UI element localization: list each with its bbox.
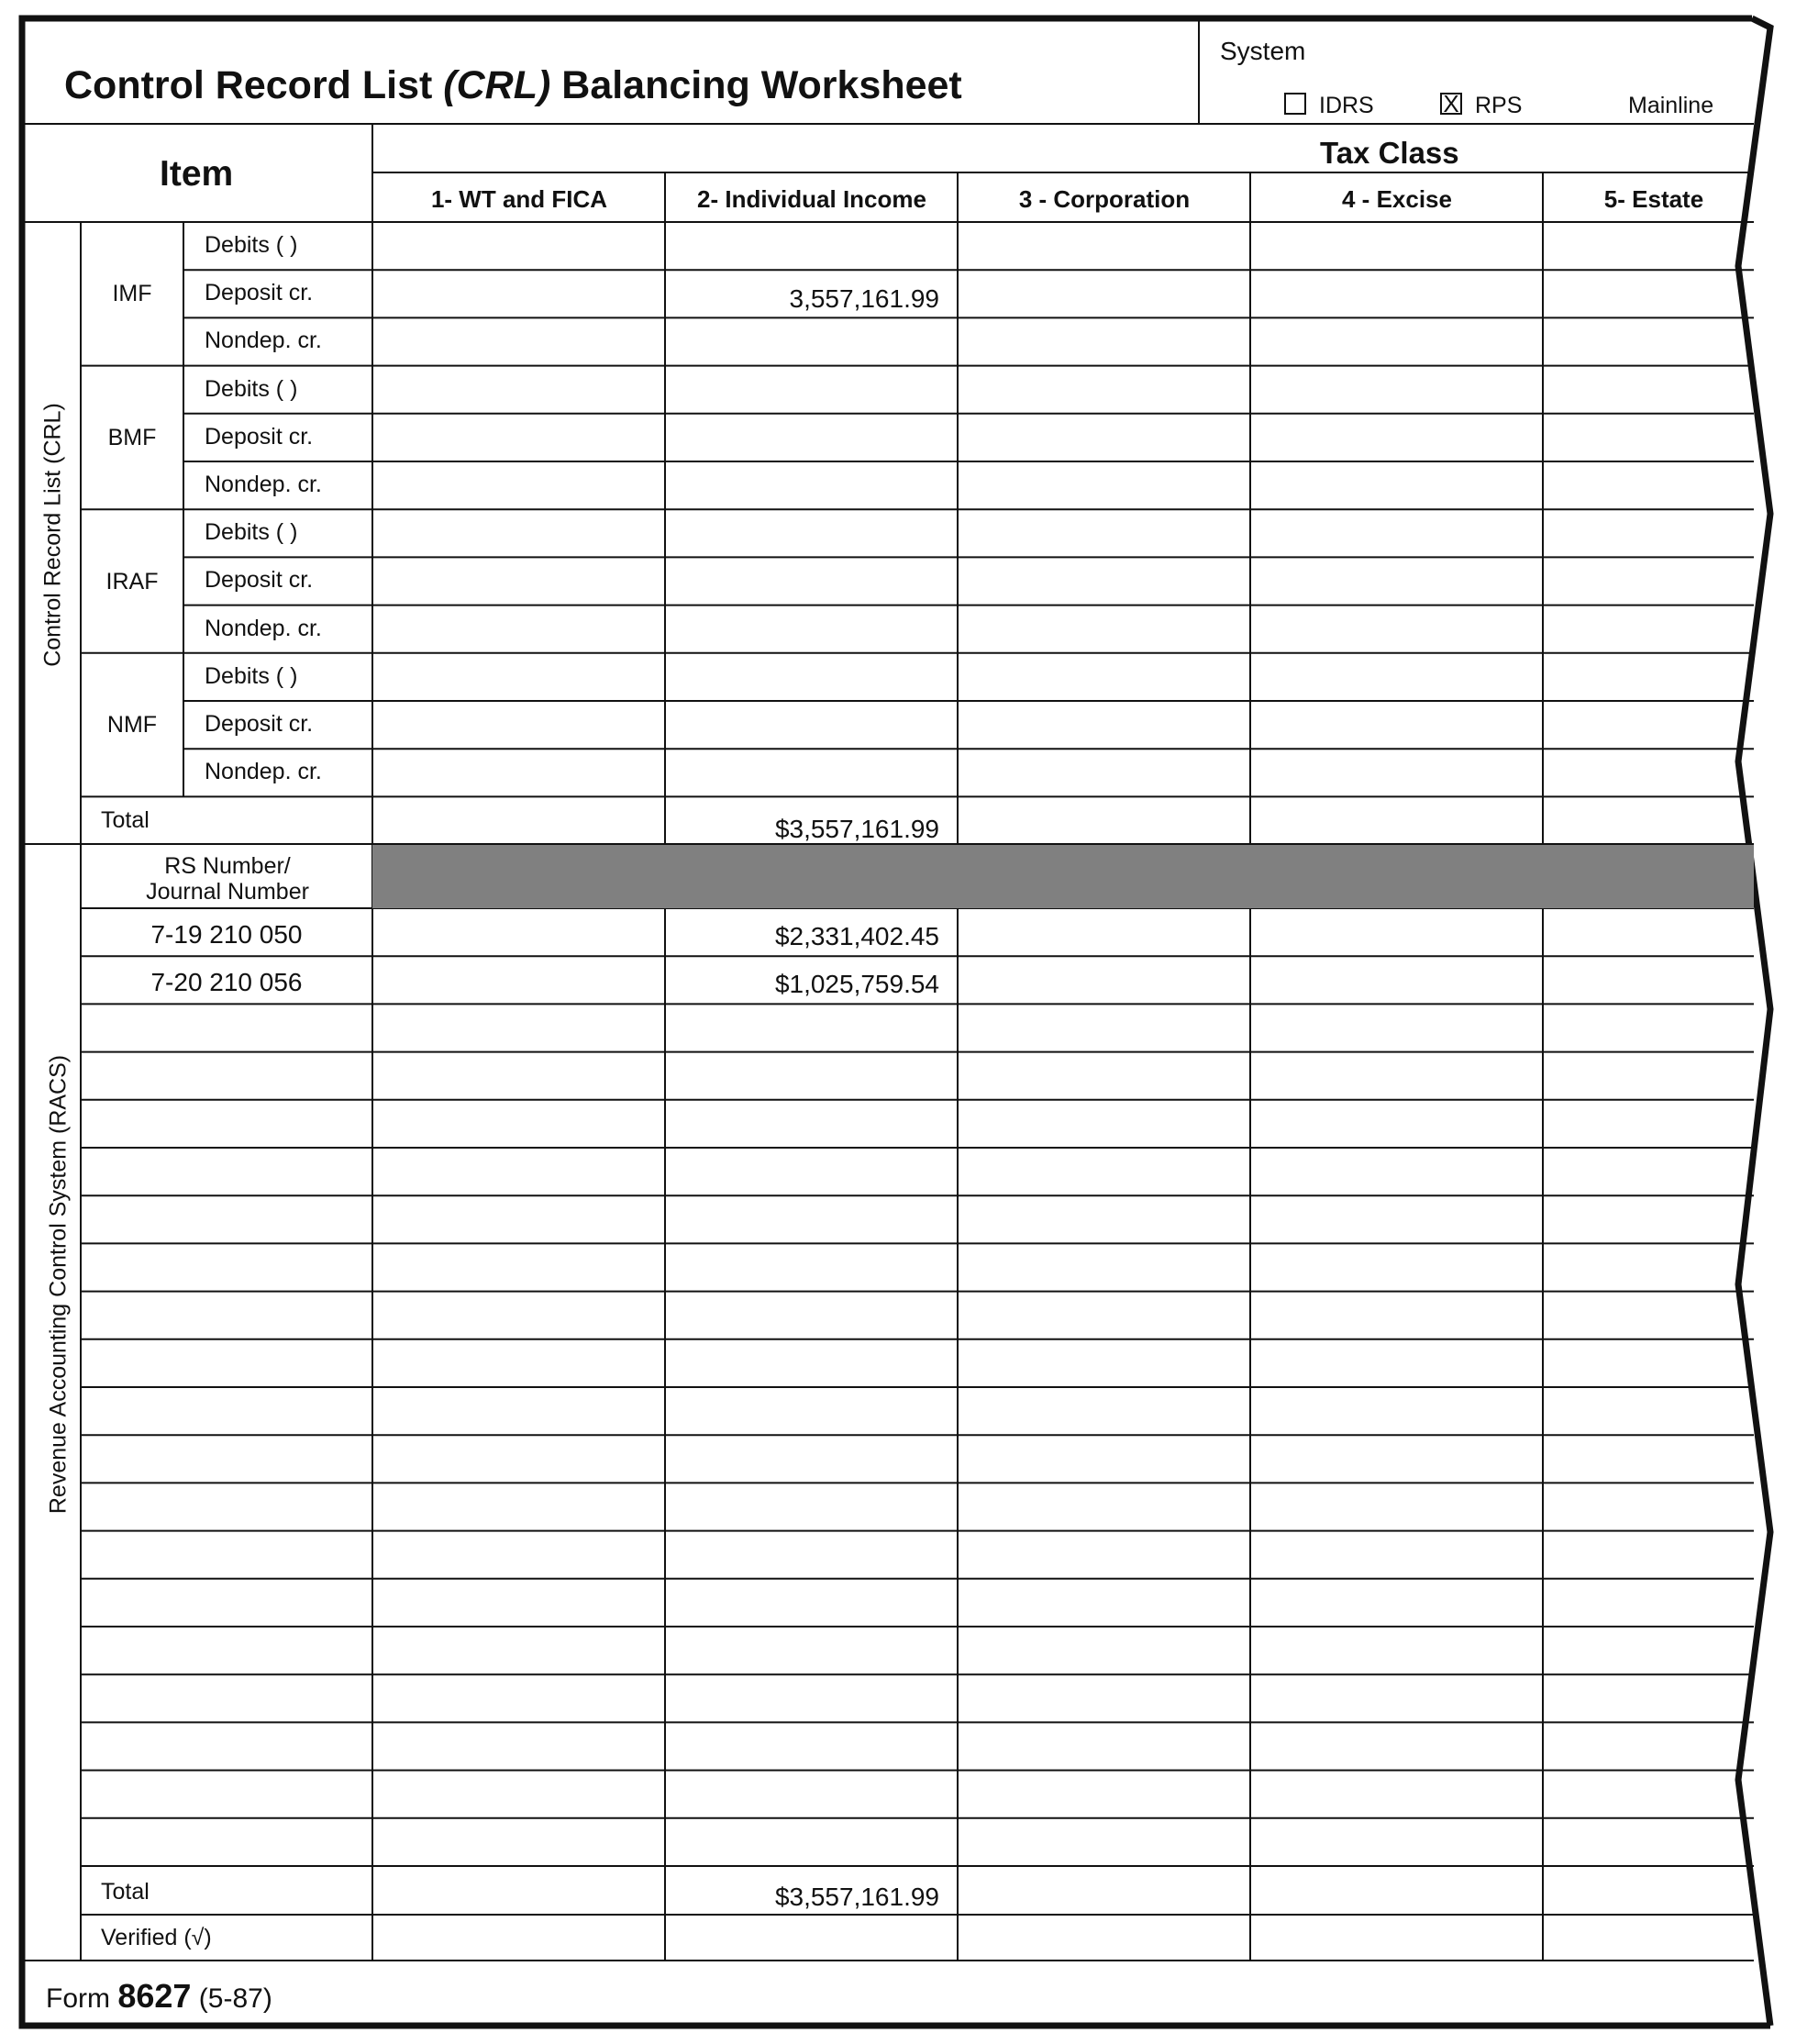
crl-cell[interactable] [1543,317,1754,365]
racs-cell[interactable] [372,1531,665,1579]
crl-total-label: Total [101,807,150,833]
racs-journal-cell[interactable] [81,1195,372,1243]
racs-journal-cell[interactable] [81,1100,372,1148]
racs-cell[interactable] [372,1292,665,1339]
form-footer [46,1977,272,2015]
racs-cell[interactable] [958,1579,1250,1627]
crl-row-label: Nondep. cr. [205,759,322,785]
racs-cell[interactable] [1543,1531,1754,1579]
racs-cell[interactable] [372,1100,665,1148]
racs-cell[interactable] [958,1435,1250,1483]
crl-cell[interactable] [1250,270,1543,317]
racs-cell[interactable] [1250,1435,1543,1483]
racs-journal-cell[interactable] [81,1243,372,1291]
racs-cell[interactable] [1543,1292,1754,1339]
crl-cell[interactable] [665,366,958,414]
racs-total-label: Total [101,1879,150,1905]
racs-cell[interactable] [1543,1674,1754,1722]
racs-cell[interactable] [1543,1627,1754,1674]
crl-cell[interactable] [1250,653,1543,701]
racs-cell[interactable] [958,956,1250,1004]
crl-cell[interactable] [665,509,958,557]
verified-cell[interactable] [958,1915,1250,1961]
crl-cell[interactable] [958,605,1250,653]
crl-total-cell[interactable] [1250,796,1543,844]
racs-value: $1,025,759.54 [774,970,939,999]
crl-cell[interactable] [1543,605,1754,653]
crl-cell[interactable] [372,557,665,605]
journal-number-header: Journal Number [146,879,309,905]
crl-cell[interactable] [665,414,958,461]
rps-label: RPS [1475,93,1523,118]
racs-cell[interactable] [958,1292,1250,1339]
crl-cell[interactable] [1543,414,1754,461]
racs-cell[interactable] [1543,1004,1754,1051]
crl-cell[interactable] [372,509,665,557]
crl-value: 3,557,161.99 [789,284,939,314]
racs-total-cell[interactable] [372,1867,665,1915]
racs-cell[interactable] [665,1722,958,1770]
crl-cell[interactable] [1543,509,1754,557]
racs-cell[interactable] [1250,1004,1543,1051]
racs-journal-cell[interactable] [81,1627,372,1674]
idrs-checkbox[interactable] [1284,93,1306,115]
crl-cell[interactable] [372,461,665,509]
racs-cell[interactable] [665,1339,958,1387]
crl-total-cell[interactable] [1543,796,1754,844]
crl-row-label: Deposit cr. [205,711,314,737]
racs-cell[interactable] [1250,1579,1543,1627]
crl-cell[interactable] [372,653,665,701]
racs-cell[interactable] [372,1483,665,1530]
crl-cell[interactable] [958,749,1250,796]
crl-cell[interactable] [958,414,1250,461]
crl-cell[interactable] [1250,605,1543,653]
verified-cell[interactable] [665,1915,958,1961]
racs-cell[interactable] [958,1531,1250,1579]
crl-cell[interactable] [665,222,958,270]
crl-cell[interactable] [1543,222,1754,270]
racs-cell[interactable] [958,1722,1250,1770]
racs-journal-number: 7-20 210 056 [150,968,303,997]
racs-journal-cell[interactable] [81,1818,372,1866]
racs-cell[interactable] [1250,1339,1543,1387]
footer-prefix: Form [46,1983,110,2014]
crl-cell[interactable] [1250,366,1543,414]
racs-cell[interactable] [1250,1148,1543,1195]
title-italic: (CRL) [443,63,551,107]
racs-cell[interactable] [1250,1052,1543,1100]
racs-cell[interactable] [1543,1052,1754,1100]
racs-cell[interactable] [372,1435,665,1483]
racs-cell[interactable] [1250,1531,1543,1579]
racs-cell[interactable] [958,1483,1250,1530]
crl-cell[interactable] [958,461,1250,509]
racs-cell[interactable] [1250,1483,1543,1530]
racs-cell[interactable] [372,1195,665,1243]
racs-journal-cell[interactable] [81,1292,372,1339]
mainline-label: Mainline [1628,93,1714,118]
racs-cell[interactable] [665,1435,958,1483]
crl-cell[interactable] [665,557,958,605]
racs-cell[interactable] [958,1195,1250,1243]
crl-cell[interactable] [1250,461,1543,509]
crl-cell[interactable] [665,605,958,653]
crl-total-value: $3,557,161.99 [774,815,939,843]
racs-cell[interactable] [665,1771,958,1818]
crl-group-name: IRAF [105,568,159,594]
column-header-individual-income: 2- Individual Income [697,185,926,213]
racs-cell[interactable] [1543,1483,1754,1530]
racs-cell[interactable] [958,1818,1250,1866]
racs-cell[interactable] [372,1004,665,1051]
racs-cell[interactable] [372,1148,665,1195]
racs-cell[interactable] [665,1579,958,1627]
title-main: Control Record List [64,63,433,107]
racs-cell[interactable] [1250,1292,1543,1339]
racs-header-shading [372,845,1754,908]
crl-cell[interactable] [665,749,958,796]
racs-cell[interactable] [958,908,1250,956]
racs-cell[interactable] [665,1100,958,1148]
verified-cell[interactable] [372,1915,665,1961]
racs-cell[interactable] [665,1243,958,1291]
crl-row-label: Nondep. cr. [205,472,322,497]
racs-cell[interactable] [665,1195,958,1243]
racs-journal-cell[interactable] [81,1004,372,1051]
crl-cell[interactable] [958,557,1250,605]
racs-cell[interactable] [372,1722,665,1770]
racs-cell[interactable] [665,1531,958,1579]
racs-cell[interactable] [372,1771,665,1818]
racs-journal-cell[interactable] [81,1052,372,1100]
crl-cell[interactable] [372,414,665,461]
racs-cell[interactable] [958,1100,1250,1148]
crl-row-label: Nondep. cr. [205,615,322,641]
racs-cell[interactable] [1250,1771,1543,1818]
racs-journal-cell[interactable] [81,1483,372,1530]
rps-checkbox[interactable]: X [1440,93,1462,115]
racs-cell[interactable] [958,1674,1250,1722]
racs-cell[interactable] [958,1771,1250,1818]
racs-cell[interactable] [1543,1195,1754,1243]
racs-cell[interactable] [665,1627,958,1674]
crl-cell[interactable] [665,317,958,365]
crl-cell[interactable] [1543,461,1754,509]
crl-row-label: Debits ( ) [205,232,298,258]
racs-cell[interactable] [1250,1195,1543,1243]
crl-cell[interactable] [958,366,1250,414]
crl-cell[interactable] [665,701,958,749]
racs-section-label: Revenue Accounting Control System (RACS) [45,1054,72,1515]
crl-row-label: Debits ( ) [205,519,298,546]
crl-cell[interactable] [958,701,1250,749]
racs-cell[interactable] [1543,1148,1754,1195]
form-title [64,63,962,107]
racs-cell[interactable] [958,1627,1250,1674]
racs-journal-cell[interactable] [81,1339,372,1387]
racs-cell[interactable] [1250,956,1543,1004]
racs-cell[interactable] [665,1674,958,1722]
crl-cell[interactable] [958,270,1250,317]
form-revision: (5-87) [198,1983,272,2014]
crl-cell[interactable] [372,317,665,365]
racs-cell[interactable] [665,1004,958,1051]
crl-cell[interactable] [1250,414,1543,461]
racs-cell[interactable] [1543,1435,1754,1483]
racs-cell[interactable] [665,1387,958,1435]
racs-cell[interactable] [1250,1674,1543,1722]
crl-section-label: Control Record List (CRL) [39,403,66,667]
crl-cell[interactable] [1250,749,1543,796]
racs-journal-cell[interactable] [81,1771,372,1818]
crl-cell[interactable] [958,653,1250,701]
racs-cell[interactable] [1543,1818,1754,1866]
crl-total-cell[interactable] [372,796,665,844]
crl-cell[interactable] [372,222,665,270]
racs-journal-cell[interactable] [81,1722,372,1770]
crl-cell[interactable] [1250,317,1543,365]
racs-value: $2,331,402.45 [774,922,939,950]
crl-cell[interactable] [372,270,665,317]
racs-cell[interactable] [1543,1722,1754,1770]
crl-group-name: BMF [107,424,157,450]
crl-cell[interactable] [1250,222,1543,270]
crl-cell[interactable] [1543,701,1754,749]
column-header-excise: 4 - Excise [1342,185,1452,213]
title-rest: Balancing Worksheet [561,63,962,107]
verified-label: Verified (√) [101,1925,212,1950]
rs-number-header: RS Number/ [164,853,291,879]
racs-total-value: $3,557,161.99 [774,1883,939,1911]
racs-journal-number: 7-19 210 050 [150,920,303,949]
crl-cell[interactable] [1250,701,1543,749]
column-header-wt-fica: 1- WT and FICA [430,185,608,213]
racs-cell[interactable] [1250,1100,1543,1148]
racs-cell[interactable] [372,1243,665,1291]
crl-cell[interactable] [372,749,665,796]
racs-cell[interactable] [958,1243,1250,1291]
crl-row-label: Deposit cr. [205,280,314,306]
racs-cell[interactable] [1250,908,1543,956]
system-label: System [1220,37,1306,65]
crl-cell[interactable] [1250,509,1543,557]
tax-class-header: Tax Class [1320,136,1459,170]
crl-cell[interactable] [1543,653,1754,701]
racs-cell[interactable] [1543,1387,1754,1435]
form-number: 8627 [117,1977,192,2015]
racs-cell[interactable] [1543,1579,1754,1627]
racs-cell[interactable] [372,1818,665,1866]
racs-total-cell[interactable] [1250,1867,1543,1915]
crl-group-name: IMF [112,281,152,307]
crl-cell[interactable] [665,653,958,701]
crl-cell[interactable] [958,317,1250,365]
verified-cell[interactable] [1543,1915,1754,1961]
crl-cell[interactable] [958,509,1250,557]
crl-row-label: Debits ( ) [205,375,298,402]
crl-cell[interactable] [958,222,1250,270]
crl-row-label: Nondep. cr. [205,328,322,354]
racs-cell[interactable] [958,1148,1250,1195]
racs-cell[interactable] [372,1052,665,1100]
crl-cell[interactable] [372,605,665,653]
racs-cell[interactable] [372,1627,665,1674]
racs-cell[interactable] [372,1579,665,1627]
racs-cell[interactable] [958,1339,1250,1387]
crl-cell[interactable] [372,701,665,749]
racs-cell[interactable] [665,1483,958,1530]
racs-cell[interactable] [1543,1243,1754,1291]
racs-cell[interactable] [665,1052,958,1100]
racs-journal-cell[interactable] [81,1435,372,1483]
racs-cell[interactable] [958,1004,1250,1051]
racs-cell[interactable] [1543,1771,1754,1818]
crl-row-label: Deposit cr. [205,567,314,594]
racs-journal-cell[interactable] [81,1531,372,1579]
racs-cell[interactable] [1250,1243,1543,1291]
item-header: Item [160,154,234,194]
racs-cell[interactable] [1543,1100,1754,1148]
racs-journal-cell[interactable] [81,1387,372,1435]
crl-total-cell[interactable] [958,796,1250,844]
racs-cell[interactable] [665,1148,958,1195]
racs-total-cell[interactable] [1543,1867,1754,1915]
idrs-label: IDRS [1319,93,1374,118]
crl-row-label: Deposit cr. [205,423,314,450]
column-header-estate: 5- Estate [1603,185,1704,213]
racs-cell[interactable] [1250,1627,1543,1674]
crl-cell[interactable] [1543,270,1754,317]
racs-cell[interactable] [1250,1722,1543,1770]
racs-cell[interactable] [372,1387,665,1435]
crl-row-label: Debits ( ) [205,662,298,689]
crl-cell[interactable] [1250,557,1543,605]
racs-cell[interactable] [1250,1818,1543,1866]
racs-cell[interactable] [958,1387,1250,1435]
verified-cell[interactable] [1250,1915,1543,1961]
racs-cell[interactable] [372,1339,665,1387]
racs-cell[interactable] [1543,1339,1754,1387]
racs-cell[interactable] [1543,956,1754,1004]
racs-cell[interactable] [1543,908,1754,956]
column-header-corporation: 3 - Corporation [1018,185,1191,213]
crl-group-name: NMF [106,712,158,739]
racs-journal-cell[interactable] [81,1148,372,1195]
racs-cell[interactable] [1250,1387,1543,1435]
racs-cell[interactable] [372,908,665,956]
racs-journal-cell[interactable] [81,1579,372,1627]
crl-cell[interactable] [1543,366,1754,414]
racs-total-cell[interactable] [958,1867,1250,1915]
racs-cell[interactable] [665,1818,958,1866]
racs-cell[interactable] [372,1674,665,1722]
crl-cell[interactable] [1543,749,1754,796]
crl-cell[interactable] [1543,557,1754,605]
racs-cell[interactable] [958,1052,1250,1100]
racs-cell[interactable] [665,1292,958,1339]
racs-cell[interactable] [372,956,665,1004]
crl-cell[interactable] [372,366,665,414]
crl-cell[interactable] [665,461,958,509]
racs-journal-cell[interactable] [81,1674,372,1722]
